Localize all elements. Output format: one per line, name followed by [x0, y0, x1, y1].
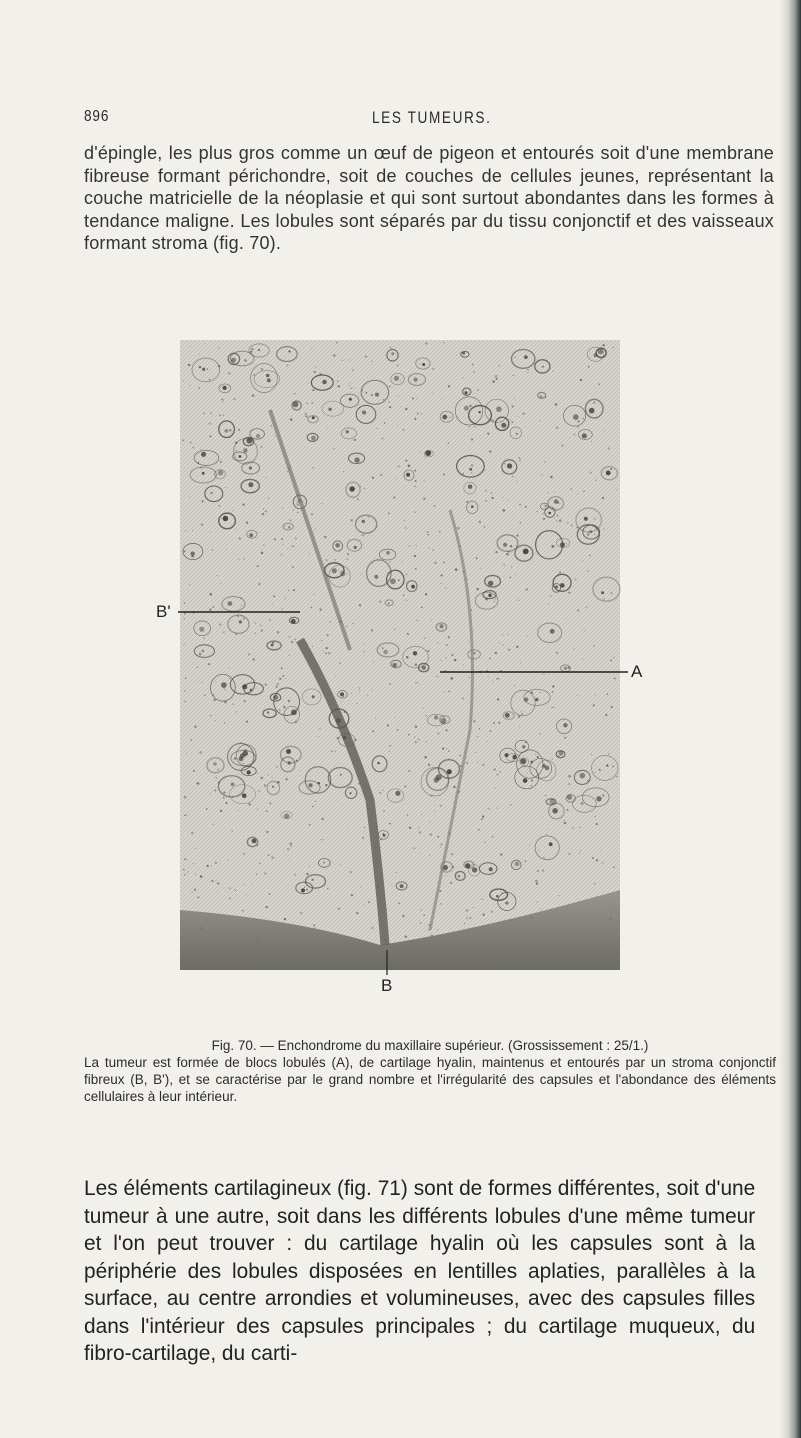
caption-title: Fig. 70. — Enchondrome du maxillaire supérieur. (Grossissement : 25/1.) [211, 1038, 649, 1053]
page-binding-edge [779, 0, 801, 1438]
histology-illustration [150, 330, 660, 1015]
figure-caption [84, 1037, 776, 1105]
page-number: 896 [84, 108, 110, 125]
label-b-prime: B' [156, 602, 171, 621]
caption-body: La tumeur est formée de blocs lobulés (A), de cartilage hyalin, maintenus et entourés par un stroma conjonctif fibreux (B, B'), et se caractérise par le grand nombre et l'irrégularité des capsules et l'abondance des éléments cellulaires à leur intérieur. [84, 1055, 776, 1104]
body-paragraph-1: d'épingle, les plus gros comme un œuf de pigeon et entourés soit d'une membrane fibreuse formant périchondre, soit de couches de cellules jeunes, représentant la couche matricielle de la néoplasie et qui sont surtout abondantes dans les formes à tendance maligne. Les lobules sont séparés par du tissu conjonctif et des vaisseaux formant stroma (fig. 70). [84, 143, 774, 254]
label-a: A [631, 662, 643, 681]
label-b: B [381, 976, 393, 995]
running-head: LES TUMEURS. [372, 108, 492, 127]
body-paragraph-2: Les éléments cartilagineux (fig. 71) sont de formes différentes, soit d'une tumeur à une autre, soit dans les différents lobules d'une même tumeur et l'on peut trouver : du cartilage hyalin où les capsules sont à la périphérie des lobules disposées en lentilles aplaties, parallèles à la surface, au centre arrondies et volumineuses, avec des capsules filles dans l'intérieur des capsules principales ; du cartilage muqueux, du fibro-cartilage, du carti- [84, 1176, 756, 1365]
histology-figure [150, 330, 660, 1015]
page-header [0, 108, 801, 130]
